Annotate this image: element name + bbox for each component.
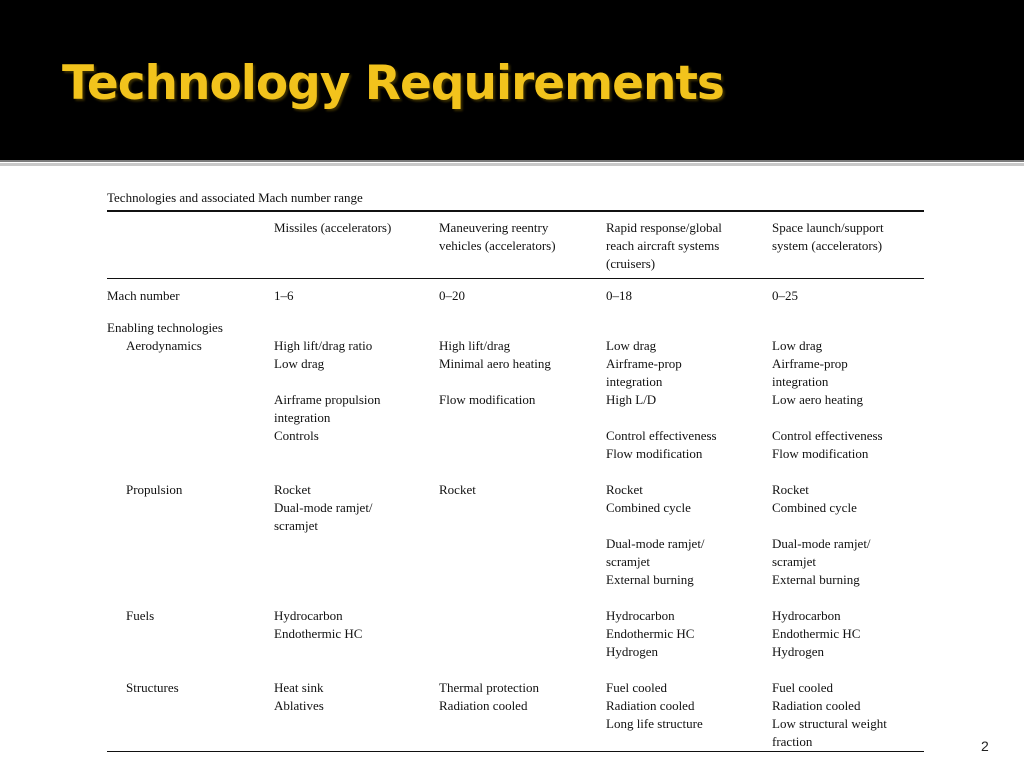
- cell-line: Controls: [274, 428, 319, 443]
- table-cell: [439, 337, 606, 463]
- cell-line: Control effectiveness: [606, 428, 717, 443]
- cell-spacer: [606, 517, 772, 535]
- slide-header: [0, 0, 1024, 160]
- section-spacer-row: [107, 661, 924, 679]
- section-spacer: [107, 661, 924, 679]
- cell-line: Dual-mode ramjet/: [606, 536, 705, 551]
- section-label: Fuels: [126, 608, 155, 623]
- header-line: Space launch/support: [772, 220, 884, 235]
- cell-line: Low drag: [606, 338, 657, 353]
- cell-spacer: [772, 517, 924, 535]
- cell-line: Low drag: [274, 356, 325, 371]
- table-row-aerodynamics: [107, 337, 924, 463]
- section-spacer: [107, 589, 924, 607]
- table-row-mach: [107, 279, 924, 312]
- header-divider: [0, 160, 1024, 162]
- cell-line: Rocket: [772, 482, 809, 497]
- cell-line: Fuel cooled: [772, 680, 834, 695]
- mach-value: 0–25: [772, 288, 798, 303]
- table-cell: [274, 607, 439, 661]
- table-cell: [274, 337, 439, 463]
- cell-line: Hydrocarbon: [274, 608, 343, 623]
- cell-line: High lift/drag ratio: [274, 338, 373, 353]
- section-label: Aerodynamics: [126, 338, 202, 353]
- cell-spacer: [439, 373, 606, 391]
- cell-line: Thermal protection: [439, 680, 539, 695]
- cell-line: High L/D: [606, 392, 657, 407]
- cell-line: fraction: [772, 734, 813, 749]
- header-line: reach aircraft systems: [606, 238, 720, 253]
- cell-line: Dual-mode ramjet/: [274, 500, 373, 515]
- table-row-enabling: [107, 311, 924, 337]
- cell-line: Dual-mode ramjet/: [772, 536, 871, 551]
- cell-line: Radiation cooled: [606, 698, 695, 713]
- header-line: Maneuvering reentry: [439, 220, 549, 235]
- mach-value: 1–6: [274, 288, 294, 303]
- table-row-fuels: [107, 607, 924, 661]
- cell-line: integration: [606, 374, 663, 389]
- cell-line: High lift/drag: [439, 338, 511, 353]
- header-line: Rapid response/global: [606, 220, 722, 235]
- cell-line: Rocket: [439, 482, 476, 497]
- technology-table-container: [107, 190, 924, 752]
- cell-line: Flow modification: [439, 392, 536, 407]
- cell-line: scramjet: [606, 554, 651, 569]
- table-cell: [606, 679, 772, 752]
- cell-line: Minimal aero heating: [439, 356, 551, 371]
- section-spacer-row: [107, 463, 924, 481]
- mach-value: 0–20: [439, 288, 465, 303]
- cell-line: Heat sink: [274, 680, 324, 695]
- table-cell: [274, 679, 439, 752]
- cell-line: Rocket: [606, 482, 643, 497]
- table-cell: [772, 337, 924, 463]
- slide-title: Technology Requirements: [62, 56, 724, 111]
- header-divider-shadow: [0, 163, 1024, 166]
- cell-line: Rocket: [274, 482, 311, 497]
- mach-value: 0–18: [606, 288, 632, 303]
- section-spacer-row: [107, 589, 924, 607]
- cell-line: Radiation cooled: [439, 698, 528, 713]
- table-cell: [606, 337, 772, 463]
- cell-line: Airframe-prop: [606, 356, 682, 371]
- mach-label: Mach number: [107, 288, 180, 303]
- cell-line: Flow modification: [606, 446, 703, 461]
- header-line: (cruisers): [606, 256, 656, 271]
- section-spacer: [107, 463, 924, 481]
- cell-line: scramjet: [772, 554, 817, 569]
- section-label: Propulsion: [126, 482, 183, 497]
- cell-line: Ablatives: [274, 698, 324, 713]
- cell-line: Hydrogen: [606, 644, 658, 659]
- table-cell: [439, 481, 606, 589]
- cell-line: Radiation cooled: [772, 698, 861, 713]
- cell-line: Flow modification: [772, 446, 869, 461]
- cell-line: Combined cycle: [772, 500, 857, 515]
- enabling-technologies-label: Enabling technologies: [107, 320, 223, 335]
- cell-line: integration: [274, 410, 331, 425]
- cell-line: Endothermic HC: [772, 626, 861, 641]
- table-caption: Technologies and associated Mach number range: [107, 190, 363, 205]
- cell-spacer: [606, 409, 772, 427]
- table-cell: [772, 607, 924, 661]
- cell-line: scramjet: [274, 518, 319, 533]
- table-cell: [606, 607, 772, 661]
- cell-line: External burning: [606, 572, 694, 587]
- cell-line: External burning: [772, 572, 860, 587]
- cell-spacer: [274, 373, 439, 391]
- header-cell-space-launch: [772, 211, 924, 279]
- header-line: Missiles (accelerators): [274, 220, 392, 235]
- cell-line: Airframe-prop: [772, 356, 848, 371]
- header-line: vehicles (accelerators): [439, 238, 556, 253]
- header-line: system (accelerators): [772, 238, 883, 253]
- header-cell-aircraft: [606, 211, 772, 279]
- table-row-structures: [107, 679, 924, 752]
- cell-line: Hydrocarbon: [772, 608, 841, 623]
- cell-line: Hydrogen: [772, 644, 824, 659]
- cell-line: Endothermic HC: [274, 626, 363, 641]
- technology-table: [107, 210, 924, 752]
- cell-line: Fuel cooled: [606, 680, 668, 695]
- table-cell: [439, 679, 606, 752]
- cell-line: Low drag: [772, 338, 823, 353]
- header-cell-reentry: [439, 211, 606, 279]
- table-cell: [772, 679, 924, 752]
- table-row-propulsion: [107, 481, 924, 589]
- table-cell: [439, 607, 606, 661]
- page-number: 2: [981, 738, 989, 754]
- table-cell: [274, 481, 439, 589]
- cell-spacer: [772, 409, 924, 427]
- cell-line: Low aero heating: [772, 392, 863, 407]
- cell-line: Endothermic HC: [606, 626, 695, 641]
- cell-line: Airframe propulsion: [274, 392, 381, 407]
- table-header-row: [107, 211, 924, 279]
- table-cell: [772, 481, 924, 589]
- section-label: Structures: [126, 680, 179, 695]
- cell-line: Control effectiveness: [772, 428, 883, 443]
- table-cell: [606, 481, 772, 589]
- cell-line: Hydrocarbon: [606, 608, 675, 623]
- cell-line: Low structural weight: [772, 716, 887, 731]
- cell-line: Combined cycle: [606, 500, 691, 515]
- cell-line: integration: [772, 374, 829, 389]
- cell-line: Long life structure: [606, 716, 703, 731]
- header-cell-empty: [107, 211, 274, 279]
- header-cell-missiles: [274, 211, 439, 279]
